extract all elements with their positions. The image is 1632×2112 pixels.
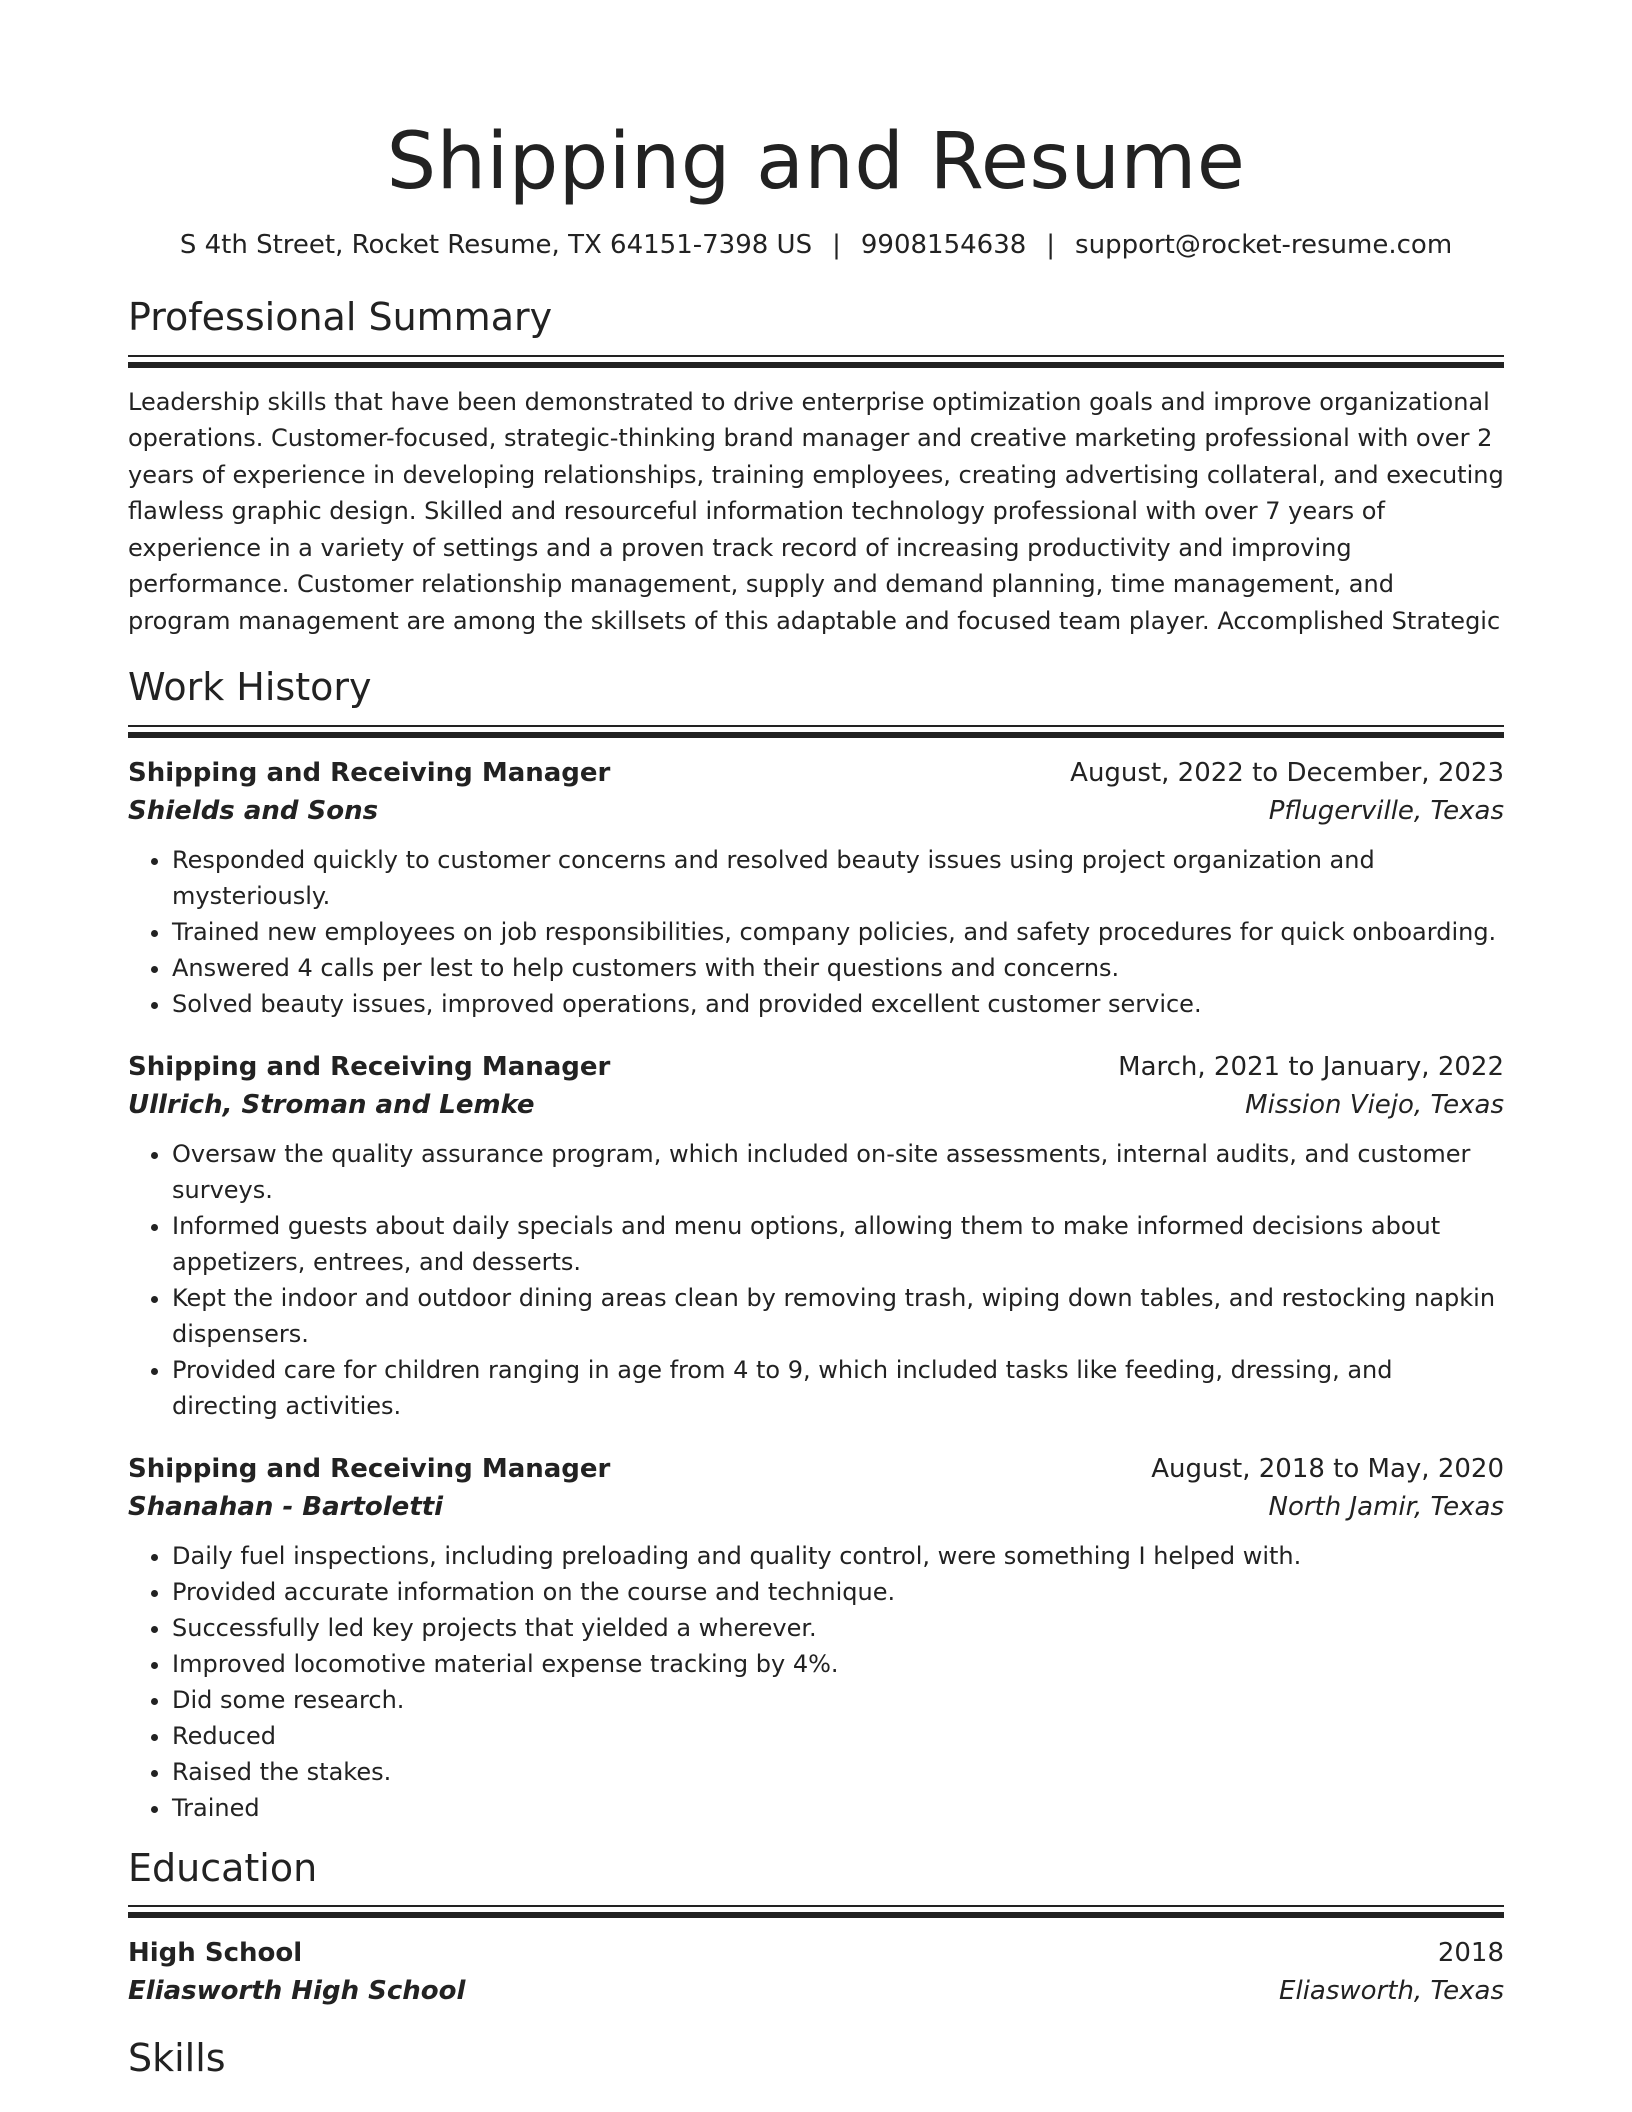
job-title: Shipping and Receiving Manager: [128, 1453, 611, 1484]
contact-separator: |: [832, 229, 841, 260]
work-history-section: [128, 665, 1504, 1826]
section-divider: [128, 1905, 1504, 1918]
summary-text: Leadership skills that have been demonstrated to drive enterprise optimization goals and improve organizational operations. Customer-focused, strategic-thinking brand manager and creative marketing professional with over 2 years of experience in developing relationships, training employees, creating advertising collateral, and executing flawless graphic design. Skilled and resourceful information technology professional with over 7 years of experience in a variety of settings and a proven track record of increasing productivity and improving performance. Customer relationship management, supply and demand planning, time management, and program management are among the skillsets of this adaptable and focused team player. Accomplished Strategic: [128, 387, 1504, 635]
education-heading: Education: [128, 1845, 318, 1890]
work-history-heading: Work History: [128, 665, 372, 710]
resume-page: [128, 0, 1504, 2082]
job-bullets: [128, 842, 1504, 1022]
job-entry: [128, 754, 1504, 1022]
job-bullet: • Provided care for children ranging in age from 4 to 9, which included tasks like feeding, dressing, and directing activities.: [172, 1352, 1504, 1424]
skills-section: [128, 2036, 1504, 2082]
summary-section: [128, 295, 1504, 639]
job-location: North Jamir, Texas: [1268, 1491, 1504, 1522]
section-divider: [128, 355, 1504, 368]
summary-heading: Professional Summary: [128, 294, 553, 339]
education-location: Eliasworth, Texas: [1279, 1976, 1504, 2007]
job-bullet: • Trained: [172, 1790, 1504, 1826]
education-entry: [128, 1934, 1504, 2010]
job-entry: [128, 1450, 1504, 1826]
contact-separator: |: [1046, 229, 1056, 260]
job-bullet: • Provided accurate information on the course and technique.: [172, 1574, 1504, 1610]
job-title: Shipping and Receiving Manager: [128, 757, 611, 788]
job-bullet: • Kept the indoor and outdoor dining areas clean by removing trash, wiping down tables, and restocking napkin dispensers.: [172, 1280, 1504, 1352]
job-bullets: [128, 1538, 1504, 1826]
job-bullet: • Trained new employees on job responsibilities, company policies, and safety procedures for quick onboarding.: [172, 914, 1504, 950]
job-bullet: • Responded quickly to customer concerns and resolved beauty issues using project organization and mysteriously.: [172, 842, 1504, 914]
contact-phone: 9908154638: [860, 229, 1027, 260]
contact-email: support@rocket-resume.com: [1075, 229, 1453, 260]
contact-address: S 4th Street, Rocket Resume, TX 64151-7398 US: [179, 229, 813, 260]
job-entry: [128, 1048, 1504, 1424]
job-bullet: • Raised the stakes.: [172, 1754, 1504, 1790]
job-bullet: • Answered 4 calls per lest to help customers with their questions and concerns.: [172, 950, 1504, 986]
job-location: Pflugerville, Texas: [1268, 795, 1504, 826]
education-year: 2018: [1437, 1938, 1504, 1969]
job-company: Shields and Sons: [128, 795, 379, 826]
job-title: Shipping and Receiving Manager: [128, 1051, 611, 1082]
contact-line: [128, 230, 1504, 261]
job-company: Shanahan - Bartoletti: [128, 1491, 444, 1522]
job-bullet: • Oversaw the quality assurance program, which included on-site assessments, internal audits, and customer surveys.: [172, 1136, 1504, 1208]
job-bullet: • Improved locomotive material expense tracking by 4%.: [172, 1646, 1504, 1682]
job-bullet: • Reduced: [172, 1718, 1504, 1754]
job-bullet: • Solved beauty issues, improved operations, and provided excellent customer service.: [172, 986, 1504, 1022]
job-company: Ullrich, Stroman and Lemke: [128, 1089, 535, 1120]
job-dates: August, 2022 to December, 2023: [1070, 757, 1504, 788]
section-divider: [128, 725, 1504, 738]
job-bullet: • Successfully led key projects that yielded a wherever.: [172, 1610, 1504, 1646]
job-dates: March, 2021 to January, 2022: [1118, 1051, 1504, 1082]
job-location: Mission Viejo, Texas: [1245, 1089, 1504, 1120]
skills-heading: Skills: [128, 2036, 226, 2081]
job-bullet: • Did some research.: [172, 1682, 1504, 1718]
education-school: Eliasworth High School: [128, 1976, 466, 2007]
job-bullet: • Daily fuel inspections, including preloading and quality control, were something I helped with.: [172, 1538, 1504, 1574]
job-bullet: • Informed guests about daily specials and menu options, allowing them to make informed decisions about appetizers, entrees, and desserts.: [172, 1208, 1504, 1280]
education-degree: High School: [128, 1938, 303, 1969]
job-dates: August, 2018 to May, 2020: [1151, 1453, 1504, 1484]
job-bullets: [128, 1136, 1504, 1424]
candidate-name: Shipping and Resume: [386, 117, 1246, 207]
education-section: [128, 1846, 1504, 2011]
